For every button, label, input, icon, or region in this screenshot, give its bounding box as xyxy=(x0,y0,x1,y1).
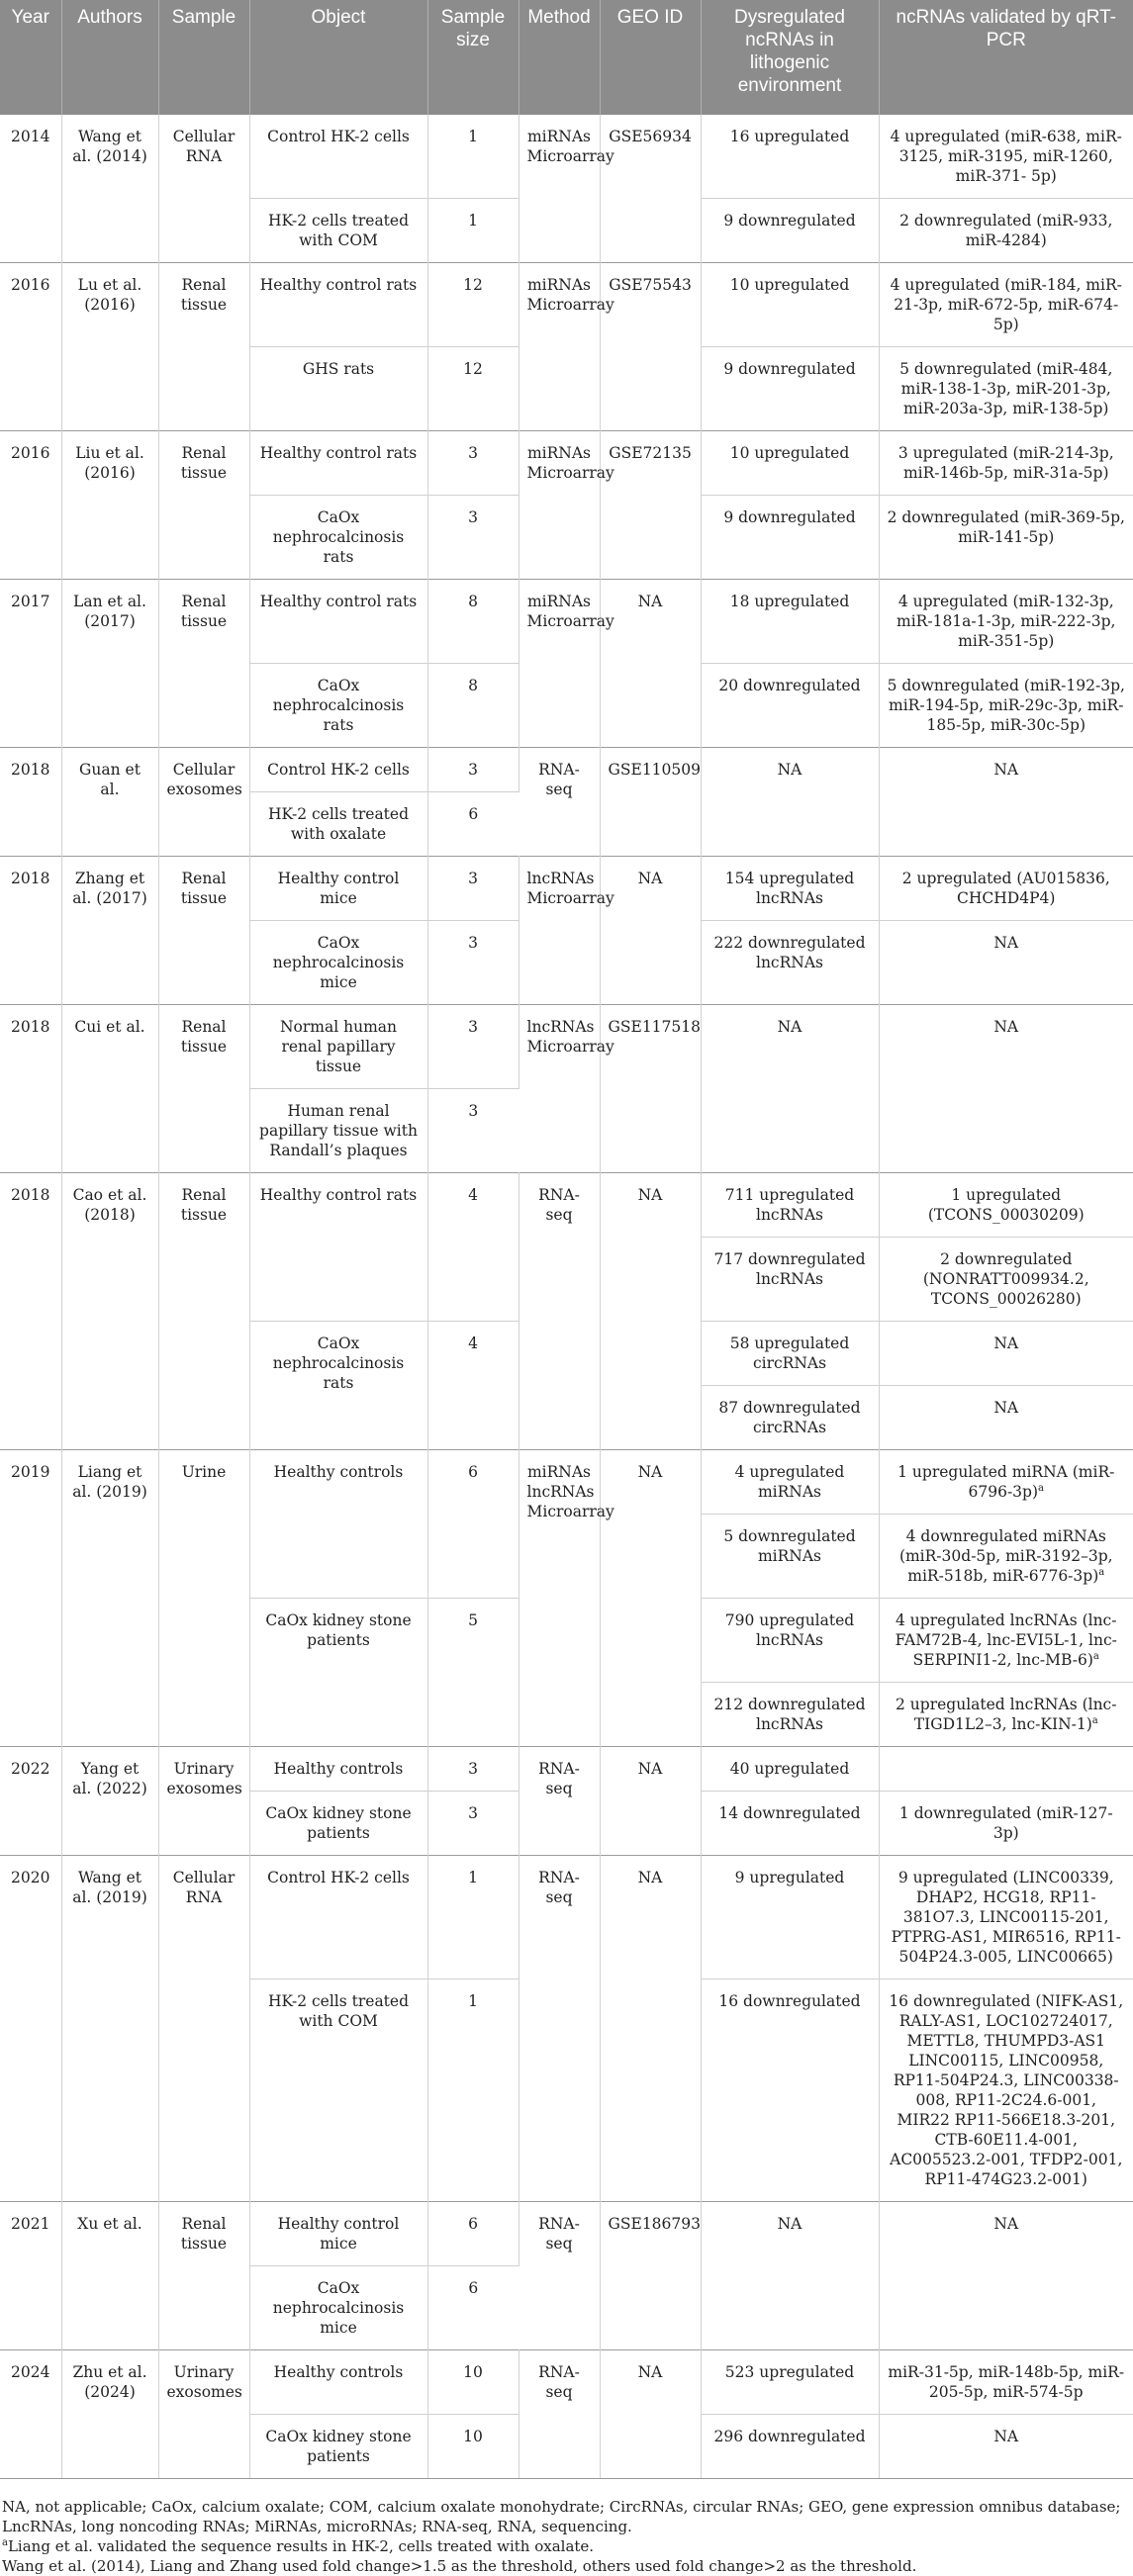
cell-sample-size: 3 xyxy=(427,748,519,792)
threshold-note: Wang et al. (2014), Liang and Zhang used fold change>1.5 as the threshold, others used fold change>2 as the threshold. xyxy=(2,2557,917,2575)
cell-geo-id: NA xyxy=(600,1747,701,1856)
cell-sample: Renal tissue xyxy=(158,1005,249,1173)
header-method: Method xyxy=(519,0,600,115)
header-row xyxy=(0,0,1133,115)
cell-sample-size: 8 xyxy=(427,664,519,748)
footnote-mark: a xyxy=(1038,1482,1044,1494)
cell-authors: Cao et al. (2018) xyxy=(61,1173,158,1450)
cell-geo-id: NA xyxy=(600,1173,701,1450)
validated-text: 4 upregulated (miR-184, miR-21-3p, miR-672-5p, miR-674-5p) xyxy=(890,276,1122,333)
cell-object: GHS rats xyxy=(249,347,427,431)
cell-validated xyxy=(879,748,1133,857)
table-row xyxy=(0,2350,1133,2415)
cell-sample-size: 6 xyxy=(427,2202,519,2266)
validated-text: 2 upregulated lncRNAs (lnc-TIGD1L2–3, lnc-KIN-1) xyxy=(896,1696,1117,1733)
cell-method: lncRNAs Microarray xyxy=(519,1005,600,1173)
cell-sample: Renal tissue xyxy=(158,857,249,1005)
cell-sample-size: 6 xyxy=(427,2266,519,2350)
cell-validated xyxy=(879,1747,1133,1792)
cell-dysregulated: 296 downregulated xyxy=(701,2415,879,2479)
validated-text: 4 upregulated (miR-132-3p, miR-181a-1-3p, miR-222-3p, miR-351-5p) xyxy=(897,593,1116,650)
cell-method: miRNAs Microarray xyxy=(519,431,600,580)
header-year: Year xyxy=(0,0,61,115)
cell-object: Human renal papillary tissue with Randall’s plaques xyxy=(249,1089,427,1173)
validated-text: 4 downregulated miRNAs (miR-30d-5p, miR-3192–3p, miR-518b, miR-6776-3p) xyxy=(898,1527,1113,1585)
cell-method: RNA-seq xyxy=(519,2202,600,2350)
validated-text: NA xyxy=(993,1399,1019,1417)
validated-text: 2 downregulated (NONRATT009934.2, TCONS_00026280) xyxy=(922,1250,1089,1308)
cell-authors: Lu et al. (2016) xyxy=(61,263,158,431)
header-dysregulated: Dysregulated ncRNAs in lithogenic environment xyxy=(701,0,879,115)
cell-object: Healthy control mice xyxy=(249,2202,427,2266)
table-notes xyxy=(0,2478,1133,2576)
cell-authors: Liang et al. (2019) xyxy=(61,1450,158,1747)
cell-validated xyxy=(879,1386,1133,1450)
cell-validated xyxy=(879,431,1133,496)
cell-validated xyxy=(879,1173,1133,1238)
cell-geo-id: NA xyxy=(600,2350,701,2479)
validated-text: NA xyxy=(993,2215,1019,2233)
validated-text: 5 downregulated (miR-484, miR-138-1-3p, miR-201-3p, miR-203a-3p, miR-138-5p) xyxy=(899,360,1113,417)
table-row xyxy=(0,1450,1133,1515)
cell-validated xyxy=(879,2415,1133,2479)
cell-object: Healthy controls xyxy=(249,2350,427,2415)
cell-validated xyxy=(879,580,1133,664)
cell-dysregulated: 87 downregulated circRNAs xyxy=(701,1386,879,1450)
cell-year: 2024 xyxy=(0,2350,61,2479)
cell-sample-size: 3 xyxy=(427,921,519,1005)
cell-dysregulated: NA xyxy=(701,2202,879,2350)
table-row xyxy=(0,1173,1133,1238)
cell-year: 2017 xyxy=(0,580,61,748)
cell-authors: Wang et al. (2019) xyxy=(61,1856,158,2202)
cell-validated xyxy=(879,921,1133,1005)
cell-method: miRNAs Microarray xyxy=(519,115,600,263)
cell-validated xyxy=(879,1450,1133,1515)
cell-object: Healthy controls xyxy=(249,1450,427,1599)
cell-method: miRNAs lncRNAs Microarray xyxy=(519,1450,600,1747)
cell-dysregulated: 58 upregulated circRNAs xyxy=(701,1322,879,1386)
cell-authors: Liu et al. (2016) xyxy=(61,431,158,580)
table-row xyxy=(0,115,1133,199)
cell-object: Normal human renal papillary tissue xyxy=(249,1005,427,1089)
header-sample: Sample xyxy=(158,0,249,115)
cell-validated xyxy=(879,1792,1133,1856)
cell-geo-id: NA xyxy=(600,857,701,1005)
cell-validated xyxy=(879,199,1133,263)
cell-sample-size: 4 xyxy=(427,1322,519,1450)
footnote-a xyxy=(2,2536,1131,2556)
cell-object: CaOx nephrocalcinosis rats xyxy=(249,496,427,580)
validated-text: miR-31-5p, miR-148b-5p, miR-205-5p, miR-574-5p xyxy=(888,2363,1125,2401)
cell-validated xyxy=(879,1322,1133,1386)
cell-authors: Yang et al. (2022) xyxy=(61,1747,158,1856)
cell-object: Healthy controls xyxy=(249,1747,427,1792)
cell-sample-size: 1 xyxy=(427,1979,519,2202)
cell-validated xyxy=(879,664,1133,748)
table-body xyxy=(0,115,1133,2478)
cell-year: 2016 xyxy=(0,263,61,431)
cell-authors: Zhu et al. (2024) xyxy=(61,2350,158,2479)
cell-sample: Urine xyxy=(158,1450,249,1747)
cell-year: 2016 xyxy=(0,431,61,580)
validated-text: NA xyxy=(993,934,1019,952)
footnote-mark: a xyxy=(1092,1650,1099,1662)
cell-sample-size: 3 xyxy=(427,1089,519,1173)
cell-dysregulated: NA xyxy=(701,1005,879,1173)
cell-year: 2020 xyxy=(0,1856,61,2202)
cell-sample-size: 3 xyxy=(427,857,519,921)
cell-validated xyxy=(879,347,1133,431)
cell-object: CaOx nephrocalcinosis mice xyxy=(249,2266,427,2350)
cell-dysregulated: 4 upregulated miRNAs xyxy=(701,1450,879,1515)
cell-dysregulated: 10 upregulated xyxy=(701,431,879,496)
cell-dysregulated: 16 downregulated xyxy=(701,1979,879,2202)
validated-text: 1 downregulated (miR-127-3p) xyxy=(898,1804,1113,1842)
cell-sample: Renal tissue xyxy=(158,580,249,748)
table-row xyxy=(0,1005,1133,1089)
validated-text: NA xyxy=(993,1018,1019,1036)
cell-sample-size: 6 xyxy=(427,792,519,857)
table-row xyxy=(0,2202,1133,2266)
cell-sample-size: 8 xyxy=(427,580,519,664)
cell-geo-id: NA xyxy=(600,580,701,748)
cell-dysregulated: 523 upregulated xyxy=(701,2350,879,2415)
cell-authors: Guan et al. xyxy=(61,748,158,857)
cell-sample-size: 3 xyxy=(427,431,519,496)
cell-sample-size: 3 xyxy=(427,1747,519,1792)
cell-object: Healthy control rats xyxy=(249,580,427,664)
validated-text: 1 upregulated (TCONS_00030209) xyxy=(927,1186,1085,1224)
validated-text: NA xyxy=(993,1334,1019,1352)
table-row xyxy=(0,1747,1133,1792)
cell-object: Healthy control rats xyxy=(249,431,427,496)
table-row xyxy=(0,857,1133,921)
cell-authors: Cui et al. xyxy=(61,1005,158,1173)
cell-dysregulated: 222 downregulated lncRNAs xyxy=(701,921,879,1005)
cell-dysregulated: 20 downregulated xyxy=(701,664,879,748)
cell-validated xyxy=(879,1856,1133,1979)
validated-text: 9 upregulated (LINC00339, DHAP2, HCG18, RP11-381O7.3, LINC00115-201, PTPRG-AS1, MIR6516, RP11-504P24.3-005, LINC00665) xyxy=(891,1869,1121,1966)
validated-text: 3 upregulated (miR-214-3p, miR-146b-5p, miR-31a-5p) xyxy=(897,444,1114,482)
cell-sample-size: 4 xyxy=(427,1173,519,1322)
validated-text: NA xyxy=(993,761,1019,779)
cell-geo-id: GSE117518 xyxy=(600,1005,701,1173)
cell-dysregulated: 717 downregulated lncRNAs xyxy=(701,1238,879,1322)
cell-validated xyxy=(879,1238,1133,1322)
header-authors: Authors xyxy=(61,0,158,115)
cell-sample-size: 3 xyxy=(427,496,519,580)
cell-year: 2018 xyxy=(0,748,61,857)
cell-dysregulated: 790 upregulated lncRNAs xyxy=(701,1599,879,1683)
cell-year: 2014 xyxy=(0,115,61,263)
cell-year: 2022 xyxy=(0,1747,61,1856)
cell-geo-id: GSE75543 xyxy=(600,263,701,431)
cell-dysregulated: 212 downregulated lncRNAs xyxy=(701,1683,879,1747)
cell-sample: Renal tissue xyxy=(158,1173,249,1450)
cell-year: 2018 xyxy=(0,1173,61,1450)
validated-text: 4 upregulated lncRNAs (lnc-FAM72B-4, lnc-EVI5L-1, lnc-SERPINI1-2, lnc-MB-6) xyxy=(895,1611,1117,1669)
cell-object: Healthy control rats xyxy=(249,1173,427,1322)
cell-dysregulated: 154 upregulated lncRNAs xyxy=(701,857,879,921)
cell-geo-id: NA xyxy=(600,1856,701,2202)
cell-validated xyxy=(879,1005,1133,1173)
cell-authors: Zhang et al. (2017) xyxy=(61,857,158,1005)
table-row xyxy=(0,431,1133,496)
table-row xyxy=(0,580,1133,664)
cell-geo-id: GSE72135 xyxy=(600,431,701,580)
cell-geo-id: NA xyxy=(600,1450,701,1747)
cell-dysregulated: 9 downregulated xyxy=(701,199,879,263)
cell-sample: Renal tissue xyxy=(158,2202,249,2350)
cell-dysregulated: 18 upregulated xyxy=(701,580,879,664)
cell-object: CaOx kidney stone patients xyxy=(249,2415,427,2479)
cell-object: HK-2 cells treated with COM xyxy=(249,199,427,263)
cell-year: 2019 xyxy=(0,1450,61,1747)
cell-method: RNA-seq xyxy=(519,1856,600,2202)
cell-method: miRNAs Microarray xyxy=(519,580,600,748)
cell-geo-id: GSE110509 xyxy=(600,748,701,857)
cell-object: HK-2 cells treated with COM xyxy=(249,1979,427,2202)
validated-text: 1 upregulated miRNA (miR-6796-3p) xyxy=(897,1463,1115,1501)
table-row xyxy=(0,748,1133,792)
cell-sample-size: 3 xyxy=(427,1792,519,1856)
cell-object: CaOx kidney stone patients xyxy=(249,1599,427,1747)
header-object: Object xyxy=(249,0,427,115)
cell-validated xyxy=(879,115,1133,199)
cell-sample-size: 12 xyxy=(427,263,519,347)
cell-dysregulated: 40 upregulated xyxy=(701,1747,879,1792)
cell-method: RNA-seq xyxy=(519,1173,600,1450)
cell-method: RNA-seq xyxy=(519,748,600,857)
cell-method: lncRNAs Microarray xyxy=(519,857,600,1005)
cell-sample-size: 5 xyxy=(427,1599,519,1747)
cell-object: Healthy control mice xyxy=(249,857,427,921)
footnote-mark: a xyxy=(1091,1714,1098,1726)
table-row xyxy=(0,1856,1133,1979)
abbreviation-note: NA, not applicable; CaOx, calcium oxalate; COM, calcium oxalate monohydrate; CircRNAs, circular RNAs; GEO, gene expression omnibus database; LncRNAs, long noncoding RNAs; MiRNAs, microRNAs; RNA-seq, RNA, sequencing. xyxy=(2,2498,1121,2535)
table-row xyxy=(0,263,1133,347)
cell-sample-size: 10 xyxy=(427,2350,519,2415)
cell-object: CaOx nephrocalcinosis rats xyxy=(249,664,427,748)
cell-sample-size: 10 xyxy=(427,2415,519,2479)
cell-validated xyxy=(879,2350,1133,2415)
cell-sample: Renal tissue xyxy=(158,431,249,580)
cell-sample: Urinary exosomes xyxy=(158,1747,249,1856)
cell-sample-size: 3 xyxy=(427,1005,519,1089)
header-sample-size: Sample size xyxy=(427,0,519,115)
cell-dysregulated: 16 upregulated xyxy=(701,115,879,199)
cell-object: Control HK-2 cells xyxy=(249,115,427,199)
cell-sample: Cellular exosomes xyxy=(158,748,249,857)
cell-validated xyxy=(879,857,1133,921)
cell-authors: Lan et al. (2017) xyxy=(61,580,158,748)
validated-text: 2 downregulated (miR-933, miR-4284) xyxy=(899,212,1113,249)
cell-object: Control HK-2 cells xyxy=(249,748,427,792)
validated-text: 2 downregulated (miR-369-5p, miR-141-5p) xyxy=(887,508,1125,546)
cell-validated xyxy=(879,1515,1133,1599)
cell-dysregulated: 9 downregulated xyxy=(701,496,879,580)
cell-dysregulated: 14 downregulated xyxy=(701,1792,879,1856)
cell-sample: Renal tissue xyxy=(158,263,249,431)
cell-sample: Cellular RNA xyxy=(158,1856,249,2202)
cell-method: miRNAs Microarray xyxy=(519,263,600,431)
cell-object: Control HK-2 cells xyxy=(249,1856,427,1979)
cell-object: CaOx nephrocalcinosis rats xyxy=(249,1322,427,1450)
cell-method: RNA-seq xyxy=(519,1747,600,1856)
cell-sample-size: 1 xyxy=(427,115,519,199)
cell-validated xyxy=(879,1683,1133,1747)
validated-text: 4 upregulated (miR-638, miR-3125, miR-3195, miR-1260, miR-371- 5p) xyxy=(890,128,1122,185)
validated-text: 5 downregulated (miR-192-3p, miR-194-5p, miR-29c-3p, miR-185-5p, miR-30c-5p) xyxy=(887,677,1125,734)
cell-sample-size: 12 xyxy=(427,347,519,431)
cell-geo-id: GSE56934 xyxy=(600,115,701,263)
cell-authors: Xu et al. xyxy=(61,2202,158,2350)
header-validated: ncRNAs validated by qRT-PCR xyxy=(879,0,1133,115)
cell-object: HK-2 cells treated with oxalate xyxy=(249,792,427,857)
cell-dysregulated: 9 upregulated xyxy=(701,1856,879,1979)
cell-dysregulated: 10 upregulated xyxy=(701,263,879,347)
cell-year: 2018 xyxy=(0,1005,61,1173)
cell-validated xyxy=(879,1979,1133,2202)
cell-dysregulated: 9 downregulated xyxy=(701,347,879,431)
cell-dysregulated: 5 downregulated miRNAs xyxy=(701,1515,879,1599)
cell-validated xyxy=(879,1599,1133,1683)
cell-dysregulated: 711 upregulated lncRNAs xyxy=(701,1173,879,1238)
cell-validated xyxy=(879,2202,1133,2350)
cell-sample: Urinary exosomes xyxy=(158,2350,249,2479)
cell-object: CaOx kidney stone patients xyxy=(249,1792,427,1856)
validated-text: 2 upregulated (AU015836, CHCHD4P4) xyxy=(901,870,1110,907)
cell-validated xyxy=(879,496,1133,580)
cell-sample-size: 6 xyxy=(427,1450,519,1599)
cell-sample-size: 1 xyxy=(427,1856,519,1979)
cell-method: RNA-seq xyxy=(519,2350,600,2479)
footnote-text: Liang et al. validated the sequence results in HK-2, cells treated with oxalate. xyxy=(7,2537,595,2555)
footnote-mark: a xyxy=(1098,1566,1105,1578)
validated-text: NA xyxy=(993,2428,1019,2445)
cell-geo-id: GSE186793 xyxy=(600,2202,701,2350)
validated-text: 16 downregulated (NIFK-AS1, RALY-AS1, LOC102724017, METTL8, THUMPD3-AS1 LINC00115, LINC00958, RP11-504P24.3, LINC00338-008, RP11-2C24.6-001, MIR22 RP11-566E18.3-201, CTB-60E11.4-001, AC005523.2-001, TFDP2-001, RP11-474G23.2-001) xyxy=(889,1992,1124,2188)
cell-sample: Cellular RNA xyxy=(158,115,249,263)
footnote-mark: a xyxy=(2,2537,8,2548)
cell-object: CaOx nephrocalcinosis mice xyxy=(249,921,427,1005)
cell-year: 2018 xyxy=(0,857,61,1005)
cell-authors: Wang et al. (2014) xyxy=(61,115,158,263)
cell-sample-size: 1 xyxy=(427,199,519,263)
cell-year: 2021 xyxy=(0,2202,61,2350)
cell-validated xyxy=(879,263,1133,347)
cell-object: Healthy control rats xyxy=(249,263,427,347)
cell-dysregulated: NA xyxy=(701,748,879,857)
header-geo-id: GEO ID xyxy=(600,0,701,115)
